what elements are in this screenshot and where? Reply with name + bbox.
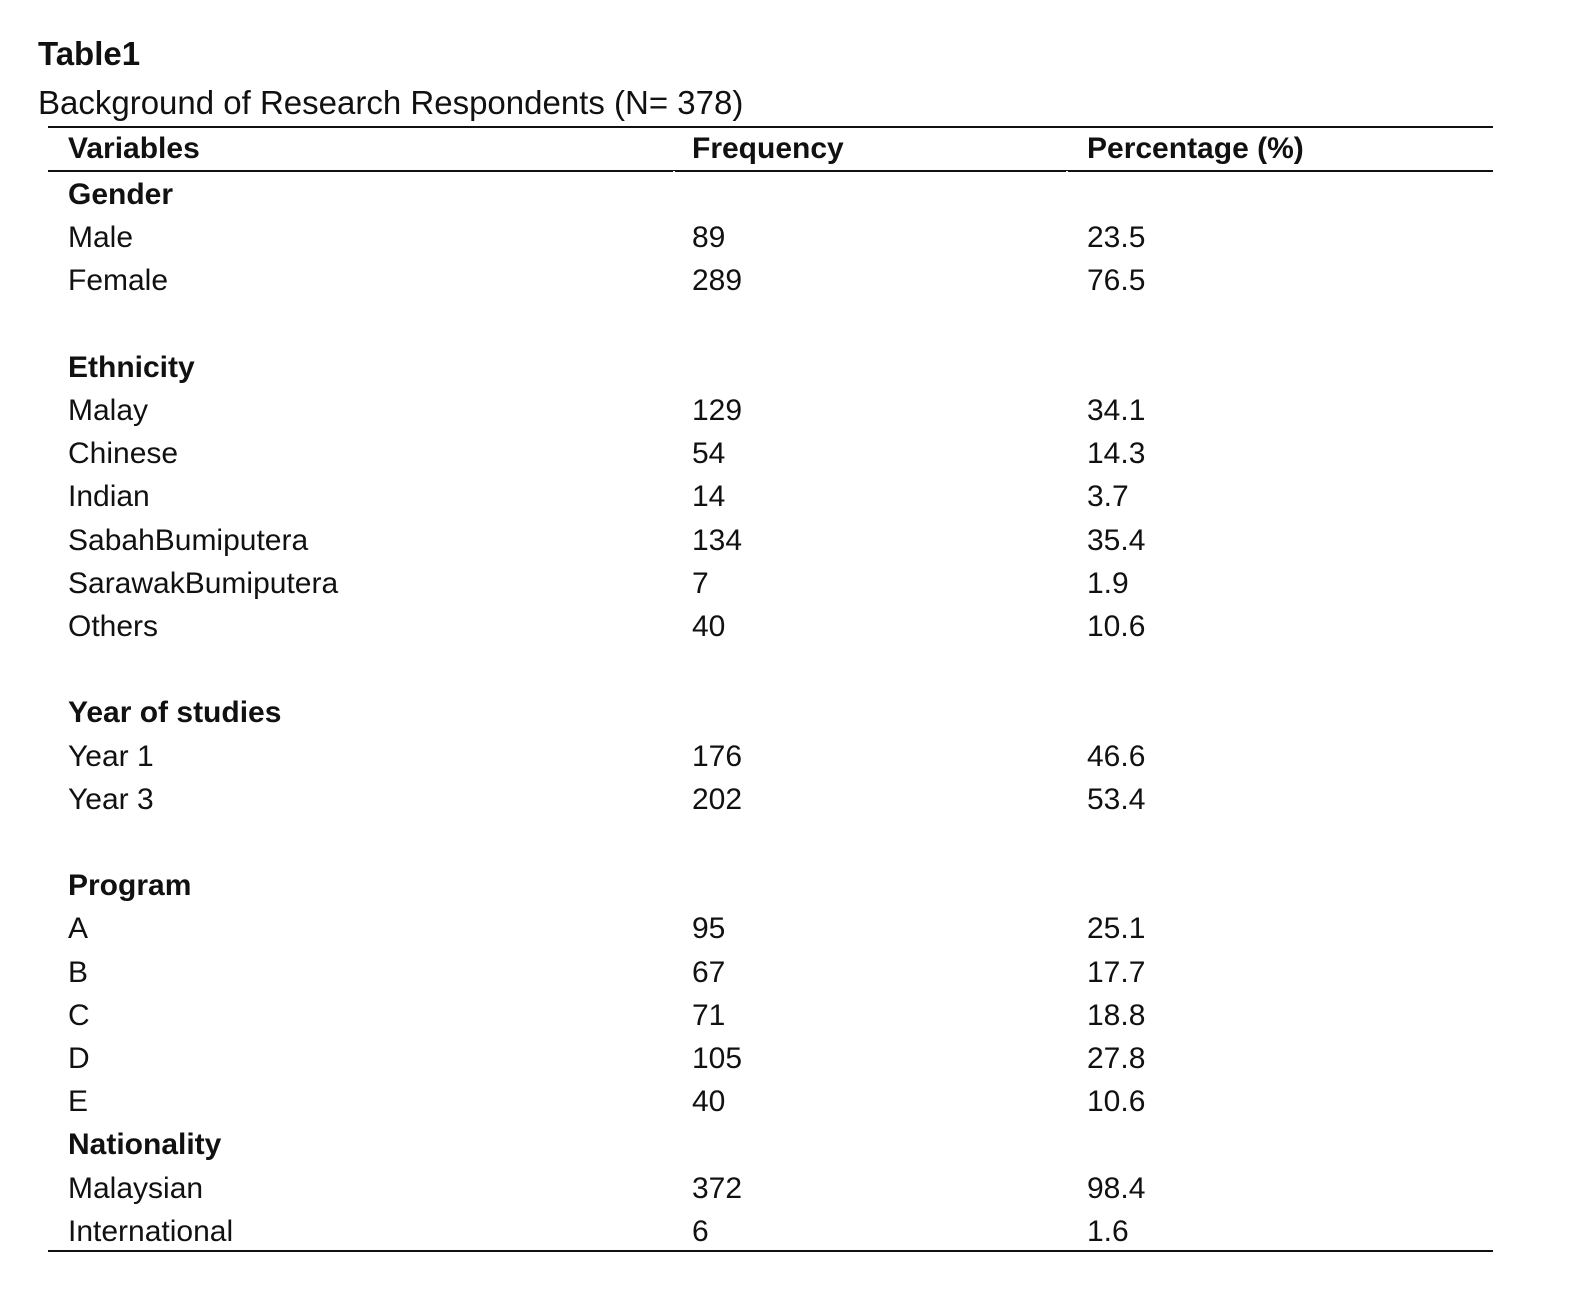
table-bottom-rule bbox=[48, 1250, 1493, 1252]
table-row bbox=[0, 996, 1570, 1039]
table-row bbox=[0, 434, 1570, 477]
section-heading-row bbox=[0, 866, 1570, 909]
row-label: A bbox=[68, 912, 89, 946]
row-frequency: 95 bbox=[692, 912, 726, 946]
row-frequency: 14 bbox=[692, 480, 726, 514]
row-frequency: 71 bbox=[692, 998, 726, 1032]
section-heading-row bbox=[0, 175, 1570, 218]
header-variables: Variables bbox=[68, 132, 200, 165]
table-row bbox=[0, 1212, 1570, 1255]
table-row bbox=[0, 391, 1570, 434]
row-percentage: 1.9 bbox=[1087, 566, 1129, 600]
row-percentage: 53.4 bbox=[1087, 782, 1146, 816]
row-label: Year 1 bbox=[68, 739, 154, 773]
table-caption: Background of Research Respondents (N= 378) bbox=[38, 84, 744, 121]
row-label: B bbox=[68, 955, 89, 989]
row-frequency: 105 bbox=[692, 1042, 743, 1075]
table-row bbox=[0, 737, 1570, 780]
row-frequency: 6 bbox=[692, 1214, 709, 1248]
row-label: E bbox=[68, 1085, 89, 1119]
row-label: Indian bbox=[68, 480, 150, 514]
section-title: Nationality bbox=[68, 1128, 222, 1162]
row-label: Chinese bbox=[68, 437, 179, 471]
row-percentage: 27.8 bbox=[1087, 1042, 1146, 1075]
table-row bbox=[0, 521, 1570, 564]
section-title: Year of studies bbox=[68, 696, 282, 730]
row-frequency: 7 bbox=[692, 566, 709, 600]
section-title: Ethnicity bbox=[68, 350, 195, 384]
row-percentage: 98.4 bbox=[1087, 1171, 1146, 1205]
section-title: Program bbox=[68, 869, 192, 903]
header-percentage: Percentage (%) bbox=[1087, 132, 1304, 165]
table-number: Table1 bbox=[38, 35, 141, 72]
table-row bbox=[0, 261, 1570, 304]
row-frequency: 40 bbox=[692, 610, 726, 643]
column-gap bbox=[673, 171, 675, 174]
row-percentage: 14.3 bbox=[1087, 437, 1146, 471]
row-label: SabahBumiputera bbox=[68, 523, 309, 557]
row-label: Year 3 bbox=[68, 782, 154, 816]
row-frequency: 40 bbox=[692, 1085, 726, 1119]
row-percentage: 23.5 bbox=[1087, 221, 1146, 255]
table-row bbox=[0, 477, 1570, 520]
row-frequency: 202 bbox=[692, 782, 743, 816]
row-frequency: 289 bbox=[692, 264, 743, 298]
row-label: Malaysian bbox=[68, 1171, 204, 1205]
row-label: D bbox=[68, 1042, 90, 1075]
row-label: Malay bbox=[68, 394, 149, 427]
table-row bbox=[0, 564, 1570, 607]
section-heading-row bbox=[0, 348, 1570, 391]
row-percentage: 3.7 bbox=[1087, 480, 1129, 514]
row-frequency: 129 bbox=[692, 394, 743, 427]
row-percentage: 1.6 bbox=[1087, 1214, 1129, 1248]
row-percentage: 25.1 bbox=[1087, 912, 1146, 946]
row-percentage: 35.4 bbox=[1087, 523, 1146, 557]
row-percentage: 76.5 bbox=[1087, 264, 1146, 298]
table-row bbox=[0, 909, 1570, 952]
table-row bbox=[0, 218, 1570, 261]
row-label: Others bbox=[68, 610, 159, 643]
row-percentage: 17.7 bbox=[1087, 955, 1146, 989]
row-percentage: 34.1 bbox=[1087, 394, 1146, 427]
table-row bbox=[0, 953, 1570, 996]
column-gap bbox=[1066, 171, 1068, 174]
table-top-rule bbox=[48, 126, 1493, 128]
row-frequency: 134 bbox=[692, 523, 743, 557]
table-row bbox=[0, 1039, 1570, 1082]
table-header-rule bbox=[48, 170, 1493, 172]
row-frequency: 89 bbox=[692, 221, 726, 255]
section-heading-row bbox=[0, 693, 1570, 736]
row-percentage: 10.6 bbox=[1087, 1085, 1146, 1119]
row-percentage: 46.6 bbox=[1087, 739, 1146, 773]
table-header-row bbox=[0, 129, 1570, 169]
header-frequency: Frequency bbox=[692, 132, 844, 165]
row-frequency: 54 bbox=[692, 437, 726, 471]
table-row bbox=[0, 780, 1570, 823]
row-label: International bbox=[68, 1214, 234, 1248]
row-frequency: 176 bbox=[692, 739, 743, 773]
row-label: Male bbox=[68, 221, 134, 255]
table-row bbox=[0, 607, 1570, 650]
table-row bbox=[0, 1082, 1570, 1125]
row-label: Female bbox=[68, 264, 169, 298]
row-frequency: 67 bbox=[692, 955, 726, 989]
row-frequency: 372 bbox=[692, 1171, 743, 1205]
row-percentage: 18.8 bbox=[1087, 998, 1146, 1032]
row-label: SarawakBumiputera bbox=[68, 566, 339, 600]
section-heading-row bbox=[0, 1125, 1570, 1168]
row-label: C bbox=[68, 998, 90, 1032]
row-percentage: 10.6 bbox=[1087, 610, 1146, 643]
section-title: Gender bbox=[68, 178, 174, 211]
table-row bbox=[0, 1169, 1570, 1212]
